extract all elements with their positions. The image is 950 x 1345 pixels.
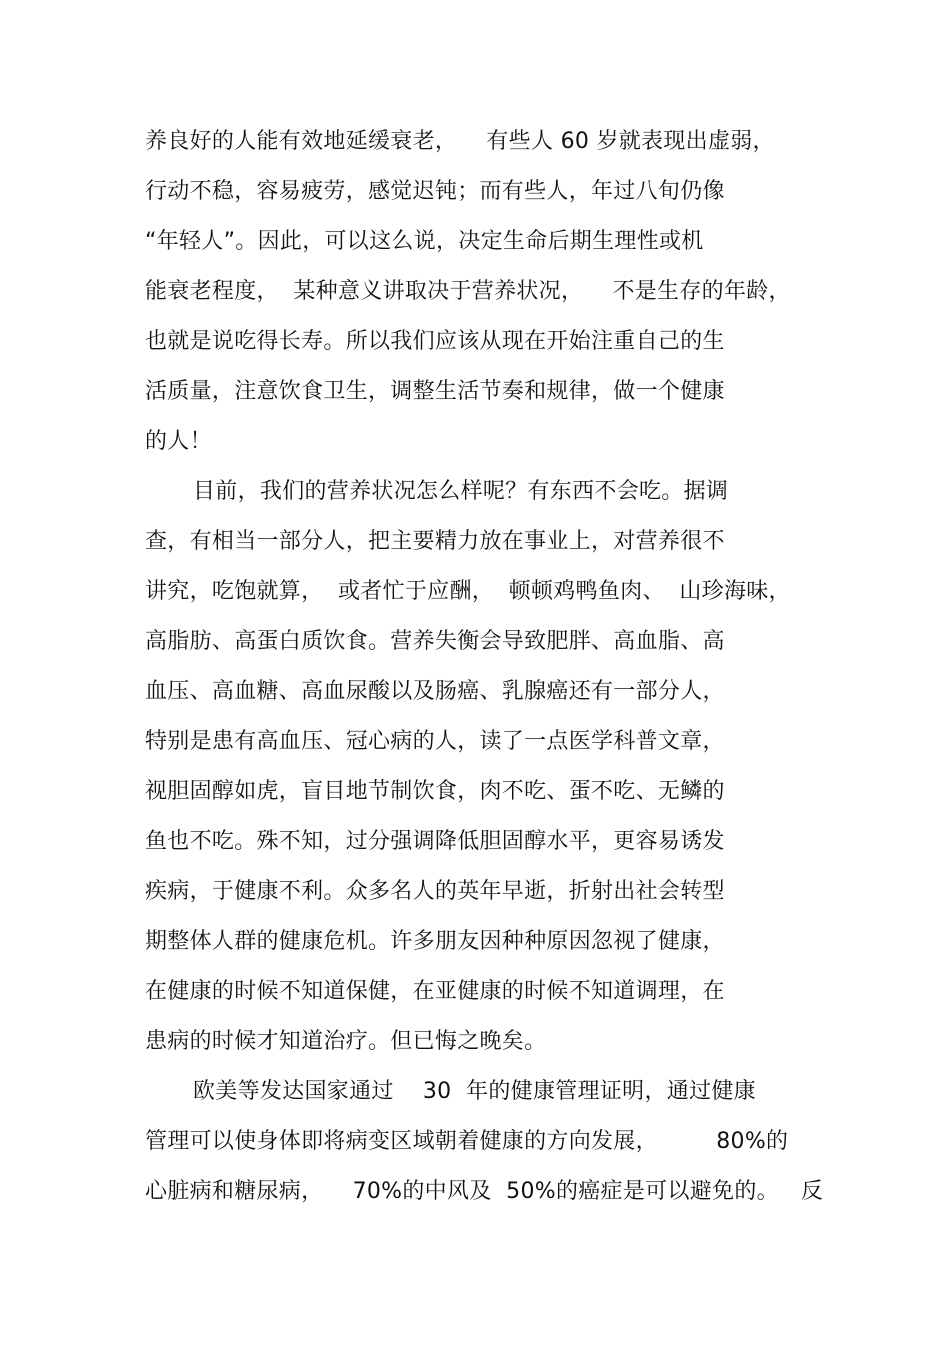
text-line: 期整体人群的健康危机。许多朋友因种种原因忽视了健康， xyxy=(145,929,725,954)
text-line: 活质量，注意饮食卫生，调整生活节奏和规律，做一个健康 xyxy=(145,379,725,404)
text-line: 高脂肪、高蛋白质饮食。营养失衡会导致肥胖、高血脂、高 xyxy=(145,629,725,654)
text-line: “年轻人”。因此，可以这么说，决定生命后期生理性或机 xyxy=(145,229,704,254)
text-line: 也就是说吃得长寿。所以我们应该从现在开始注重自己的生 xyxy=(145,329,725,354)
text-line: 血压、高血糖、高血尿酸以及肠癌、乳腺癌还有一部分人， xyxy=(145,679,725,704)
text-line: 能衰老程度， 某种意义讲取决于营养状况， 不是生存的年龄， xyxy=(145,279,791,304)
text-line: 管理可以使身体即将病变区域朝着健康的方向发展， 80%的 xyxy=(145,1129,789,1154)
paragraph-start-line: 欧美等发达国家通过 30 年的健康管理证明，通过健康 xyxy=(193,1079,756,1104)
text-line: 鱼也不吃。殊不知，过分强调降低胆固醇水平，更容易诱发 xyxy=(145,829,725,854)
text-line: 患病的时候才知道治疗。但已悔之晚矣。 xyxy=(145,1029,547,1054)
text-line: 养良好的人能有效地延缓衰老， 有些人 60 岁就表现出虚弱， xyxy=(145,129,775,154)
text-line: 特别是患有高血压、冠心病的人，读了一点医学科普文章， xyxy=(145,729,725,754)
text-line: 视胆固醇如虎，盲目地节制饮食，肉不吃、蛋不吃、无鳞的 xyxy=(145,779,725,804)
text-line: 讲究，吃饱就算， 或者忙于应酬， 顿顿鸡鸭鱼肉、 山珍海味， xyxy=(145,579,791,604)
paragraph-start-line: 目前，我们的营养状况怎么样呢？有东西不会吃。据调 xyxy=(193,479,729,504)
text-line: 查，有相当一部分人，把主要精力放在事业上，对营养很不 xyxy=(145,529,725,554)
text-line: 疾病，于健康不利。众多名人的英年早逝，折射出社会转型 xyxy=(145,879,725,904)
text-line: 的人！ xyxy=(145,429,212,454)
text-line: 在健康的时候不知道保健，在亚健康的时候不知道调理，在 xyxy=(145,979,725,1004)
text-line: 行动不稳，容易疲劳，感觉迟钝；而有些人，年过八旬仍像 xyxy=(145,179,725,204)
text-line: 心脏病和糖尿病， 70%的中风及 50%的癌症是可以避免的。 反 xyxy=(145,1179,824,1204)
